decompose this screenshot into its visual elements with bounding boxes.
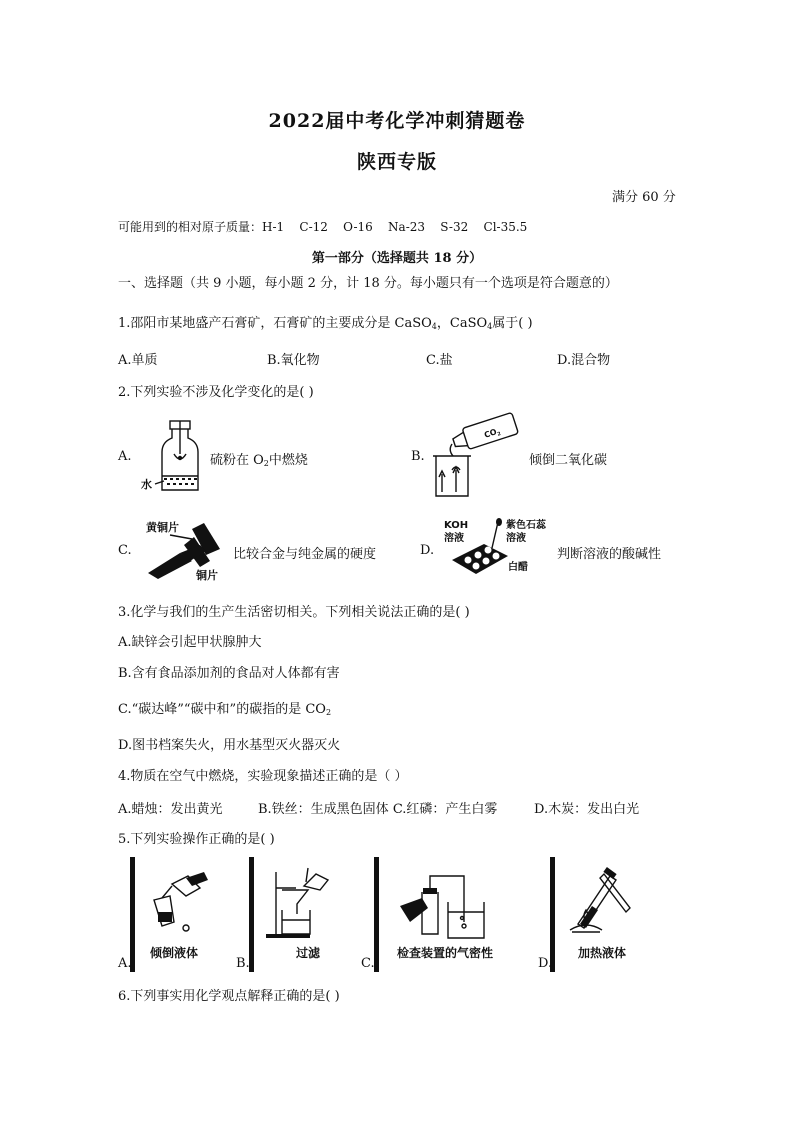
q5-figure-heat-liquid (560, 864, 640, 944)
q3-option-b[interactable]: B.含有食品添加剂的食品对人体都有害 (118, 666, 340, 681)
q5-panel-a-bar (130, 857, 136, 972)
q5-caption-d: 加热液体 (578, 946, 627, 960)
q3-option-d[interactable]: D.图书档案失火，用水基型灭火器灭火 (118, 738, 341, 753)
q5-panel-b-bar (249, 857, 255, 972)
exam-subtitle: 陕西专版 (356, 151, 437, 173)
q4-option-a[interactable]: A.蜡烛：发出黄光 (118, 802, 223, 817)
q2-option-a-text[interactable] (210, 449, 308, 468)
question-5-stem: 5.下列实验操作正确的是( ) (118, 832, 275, 847)
q2-option-c-letter[interactable]: C. (118, 543, 132, 558)
q2-figure-pour-co2 (428, 410, 524, 502)
question-4-stem: 4.物质在空气中燃烧，实验现象描述正确的是（ ） (118, 769, 408, 784)
q5-option-d-letter[interactable]: D. (538, 956, 553, 971)
q2-option-a-letter[interactable]: A. (118, 449, 132, 464)
q3-option-c[interactable] (118, 698, 331, 717)
q2-option-d-text[interactable]: 判断溶液的酸碱性 (557, 547, 662, 562)
q2-fig-c-label-2: 铜片 (196, 569, 218, 582)
q2-fig-d-label-2: 溶液 (444, 533, 464, 544)
q5-figure-filtration (262, 866, 342, 942)
q2-a-text-part-1: 硫粉在 O (210, 453, 264, 468)
part-title: 第一部分（选择题共 18 分） (311, 251, 483, 266)
q1-subscript-2: 4 (487, 322, 493, 331)
exam-title: 2022届中考化学冲刺猜题卷 (268, 110, 526, 132)
q1-option-d[interactable]: D.混合物 (557, 353, 611, 368)
q5-figure-pour-liquid (144, 870, 214, 940)
q2-figure-scratch-metals (140, 515, 232, 585)
q2-a-text-part-2: 中燃烧 (268, 453, 308, 468)
q1-stem-part-b: ，CaSO (436, 316, 488, 331)
q2-fig-d-label-4: 溶液 (506, 533, 526, 544)
q4-option-d[interactable]: D.木炭：发出白光 (534, 802, 640, 817)
q2-option-c-text[interactable]: 比较合金与纯金属的硬度 (233, 547, 377, 562)
q3-option-a[interactable]: A.缺锌会引起甲状腺肿大 (118, 635, 262, 650)
q4-option-b-c[interactable]: B.铁丝：生成黑色固体 C.红磷：产生白雾 (258, 802, 498, 817)
question-2-stem: 2.下列实验不涉及化学变化的是( ) (118, 385, 314, 400)
q1-option-a[interactable]: A.单质 (118, 353, 158, 368)
q2-figure-spot-plate (442, 516, 556, 580)
q5-caption-c: 检查装置的气密性 (397, 946, 494, 960)
q2-figure-sulfur-burning (140, 418, 208, 496)
q3-c-subscript: 2 (325, 708, 332, 717)
q2-option-b-text[interactable]: 倾倒二氧化碳 (529, 453, 608, 468)
q5-option-b-letter[interactable]: B. (236, 956, 250, 971)
q2-fig-d-label-3: 紫色石蕊 (506, 520, 546, 531)
q3-c-text: C.“碳达峰”“碳中和”的碳指的是 CO (118, 702, 326, 717)
q2-fig-d-label-5: 白醋 (508, 562, 528, 573)
section-instructions: 一、选择题（共 9 小题，每小题 2 分，计 18 分。每小题只有一个选项是符合题意的） (118, 276, 618, 291)
q2-fig-d-label-1: KOH (444, 520, 469, 531)
q2-fig-a-label: 水 (141, 478, 152, 491)
q5-option-a-letter[interactable]: A. (118, 956, 132, 971)
q5-panel-c-bar (374, 857, 380, 972)
question-6-stem: 6.下列事实用化学观点解释正确的是( ) (118, 989, 340, 1004)
q1-option-c[interactable]: C.盐 (426, 353, 453, 368)
q2-option-d-letter[interactable]: D. (420, 543, 435, 558)
q5-option-c-letter[interactable]: C. (361, 956, 375, 971)
q2-fig-c-label-1: 黄铜片 (146, 521, 179, 534)
q5-caption-b: 过滤 (296, 946, 321, 960)
q1-option-b[interactable]: B.氧化物 (267, 353, 320, 368)
q5-caption-a: 倾倒液体 (150, 946, 199, 960)
atomic-masses: 可能用到的相对原子质量：H-1 C-12 O-16 Na-23 S-32 Cl-35.5 (118, 220, 528, 234)
q1-stem-part-a: 1.邵阳市某地盛产石膏矿，石膏矿的主要成分是 CaSO (118, 316, 432, 331)
q1-subscript-1: 4 (431, 322, 437, 331)
q5-panel-d-bar (550, 857, 556, 972)
q2-a-subscript: 2 (263, 459, 269, 468)
q2-fig-b-label: $CO_2$ (483, 427, 502, 440)
q5-figure-airtightness (398, 872, 498, 942)
q2-option-b-letter[interactable]: B. (411, 449, 425, 464)
q1-stem-part-c: 属于( ) (492, 316, 533, 331)
question-1-stem (118, 312, 533, 331)
full-score: 满分 60 分 (612, 190, 676, 205)
question-3-stem: 3.化学与我们的生产生活密切相关。下列相关说法正确的是( ) (118, 605, 470, 620)
